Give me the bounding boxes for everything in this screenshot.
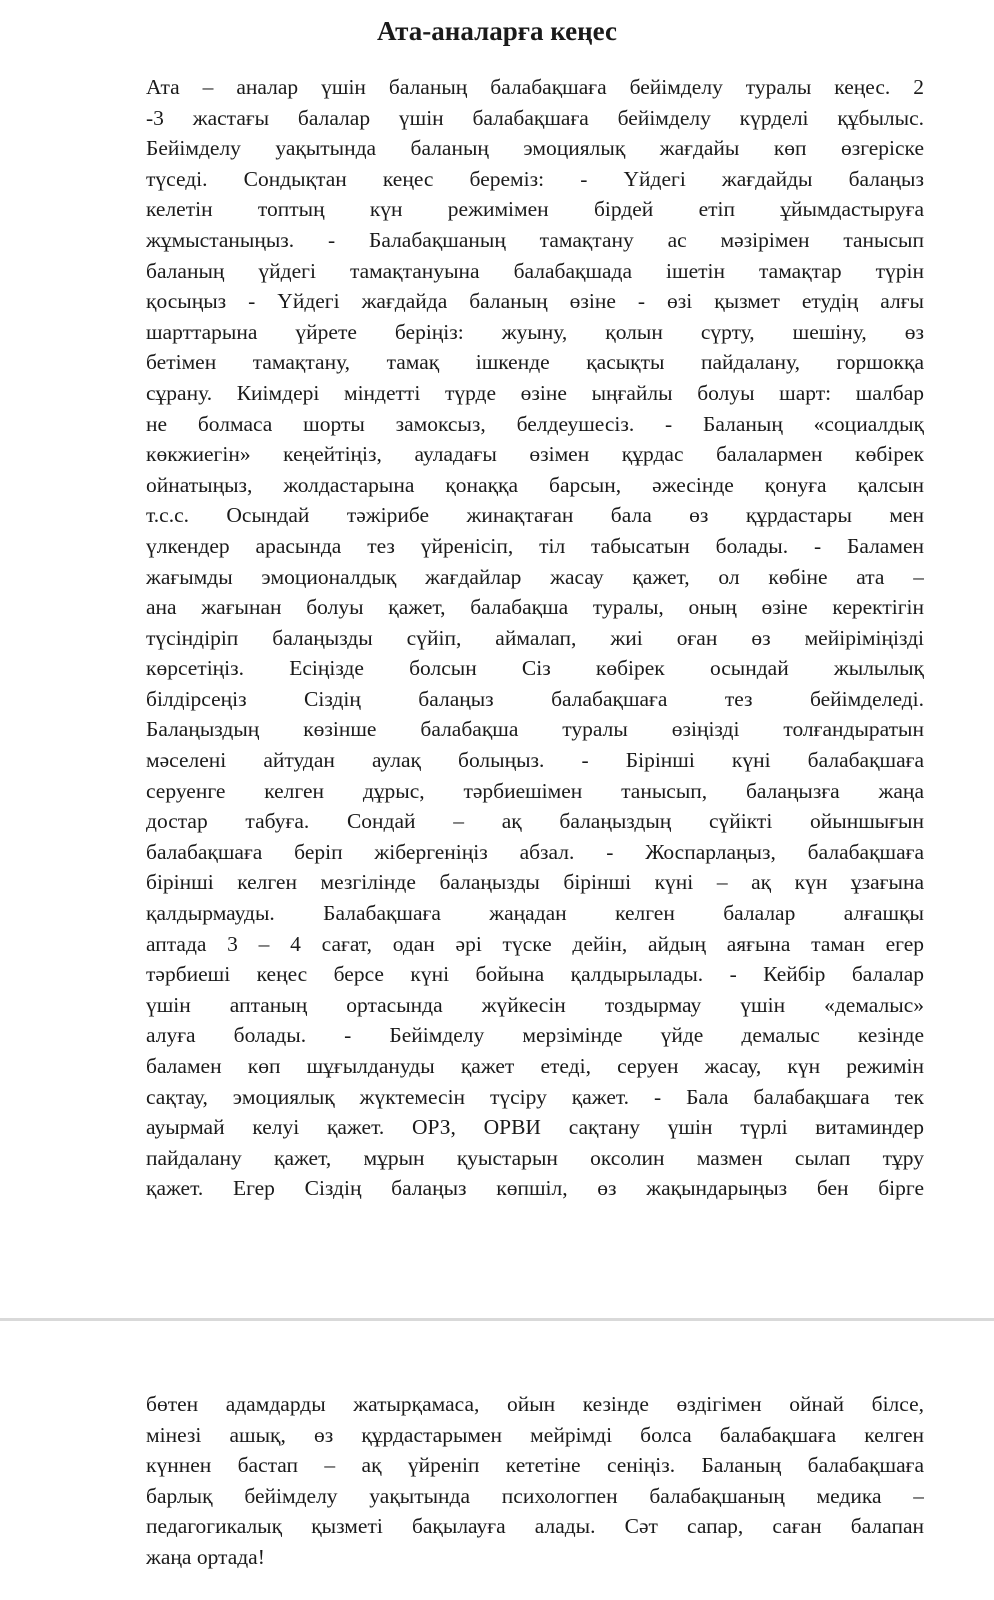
- document-title: Ата-аналарға кеңес: [377, 16, 617, 46]
- page-1-body-text: [146, 72, 924, 1204]
- text-line: қалдырмауды. Балабақшаға жаңадан келген балалар алғашқы: [146, 901, 924, 926]
- document-page-2: [0, 1321, 994, 1600]
- text-line: пайдалану қажет, мұрын қуыстарын оксолин мазмен сылап тұру: [146, 1145, 924, 1170]
- text-line: -3 жастағы балалар үшін балабақшаға бейімделу күрделі құбылыс.: [146, 105, 924, 130]
- text-line: бірінші келген мезгілінде балаңызды бірінші күні – ақ күн ұзағына: [146, 870, 924, 895]
- text-line: түседі. Сондықтан кеңес береміз: - Үйдегі жағдайды балаңыз: [146, 166, 924, 191]
- page-2-body-text: [146, 1389, 924, 1573]
- text-line: сақтау, эмоциялық жүктемесін түсіру қажет. - Бала балабақшаға тек: [146, 1084, 924, 1109]
- text-line: ана жағынан болуы қажет, балабақша туралы, оның өзіне керектігін: [146, 595, 924, 620]
- text-line: күннен бастап – ақ үйреніп кететіне сеніңіз. Баланың балабақшаға: [146, 1453, 924, 1478]
- text-line: үлкендер арасында тез үйренісіп, тіл табысатын болады. - Баламен: [146, 533, 924, 558]
- text-line: Балаңыздың көзінше балабақша туралы өзіңізді толғандыратын: [146, 717, 924, 742]
- text-line: не болмаса шорты замоксыз, белдеушесіз. - Баланың «социалдық: [146, 411, 924, 436]
- text-line: көрсетіңіз. Есіңізде болсын Сіз көбірек осындай жылылық: [146, 656, 924, 681]
- text-line: баламен көп шұғылдануды қажет етеді, серуен жасау, күн режимін: [146, 1054, 924, 1078]
- text-line: қажет. Егер Сіздің балаңыз көпшіл, өз жақындарыңыз бен бірге: [146, 1176, 924, 1201]
- text-line: келетін топтың күн режимімен бірдей етіп ұйымдастыруға: [146, 197, 924, 222]
- text-line: т.с.с. Осындай тәжірибе жинақтаған бала өз құрдастары мен: [146, 503, 924, 528]
- text-line: бетімен тамақтану, тамақ ішкенде қасықты пайдалану, горшокқа: [146, 350, 924, 375]
- text-line: Ата – аналар үшін баланың балабақшаға бейімделу туралы кеңес. 2: [146, 75, 924, 99]
- text-line: ойнатыңыз, жолдастарына қонаққа барсын, әжесінде қонуға қалсын: [146, 472, 924, 497]
- text-line: мінезі ашық, өз құрдастарымен мейрімді болса балабақшаға келген: [146, 1422, 924, 1447]
- text-line: аптада 3 – 4 сағат, одан әрі түске дейін, айдың аяғына таман егер: [146, 931, 924, 956]
- text-line: тәрбиеші кеңес берсе күні бойына қалдырылады. - Кейбір балалар: [146, 962, 924, 987]
- text-line: ауырмай келуі қажет. ОРЗ, ОРВИ сақтану үшін түрлі витаминдер: [146, 1115, 924, 1140]
- text-line: бөтен адамдарды жатырқамаса, ойын кезінде өздігімен ойнай білсе,: [146, 1392, 924, 1416]
- text-line: жағымды эмоционалдық жағдайлар жасау қажет, ол көбіне ата –: [146, 564, 924, 589]
- text-line: баланың үйдегі тамақтануына балабақшада ішетін тамақтар түрін: [146, 258, 924, 283]
- text-line: барлық бейімделу уақытында психологпен балабақшаның медика –: [146, 1483, 924, 1508]
- text-line: сұрану. Киімдері міндетті түрде өзіне ыңғайлы болуы шарт: шалбар: [146, 380, 924, 405]
- text-line: алуға болады. - Бейімделу мерзімінде үйде демалыс кезінде: [146, 1023, 924, 1048]
- text-line: педагогикалық қызметі бақылауға алады. Сәт сапар, саған балапан: [146, 1514, 924, 1539]
- text-line: көкжиегін» кеңейтіңіз, ауладағы өзімен құрдас балалармен көбірек: [146, 442, 924, 467]
- text-line: балабақшаға беріп жібергеніңіз абзал. - Жоспарлаңыз, балабақшаға: [146, 839, 924, 864]
- text-line: мәселені айтудан аулақ болыңыз. - Бірінші күні балабақшаға: [146, 748, 924, 773]
- text-line: түсіндіріп балаңызды сүйіп, аймалап, жиі оған өз мейіріміңізді: [146, 625, 924, 650]
- text-line: қосыңыз - Үйдегі жағдайда баланың өзіне - өзі қызмет етудің алғы: [146, 289, 924, 314]
- text-line: серуенге келген дұрыс, тәрбиешімен танысып, балаңызға жаңа: [146, 778, 924, 803]
- text-line: Бейімделу уақытында баланың эмоциялық жағдайы көп өзгеріске: [146, 136, 924, 161]
- text-line: білдірсеңіз Сіздің балаңыз балабақшаға тез бейімделеді.: [146, 686, 924, 711]
- text-line: шарттарына үйрете беріңіз: жуыну, қолын сүрту, шешіну, өз: [146, 319, 924, 344]
- text-line: жаңа ортада!: [146, 1544, 265, 1569]
- text-line: үшін аптаның ортасында жүйкесін тоздырмау үшін «демалыс»: [146, 992, 924, 1017]
- text-line: жұмыстаныңыз. - Балабақшаның тамақтану ас мәзірімен танысып: [146, 227, 924, 252]
- text-line: достар табуға. Сондай – ақ балаңыздың сүйікті ойыншығын: [146, 809, 924, 834]
